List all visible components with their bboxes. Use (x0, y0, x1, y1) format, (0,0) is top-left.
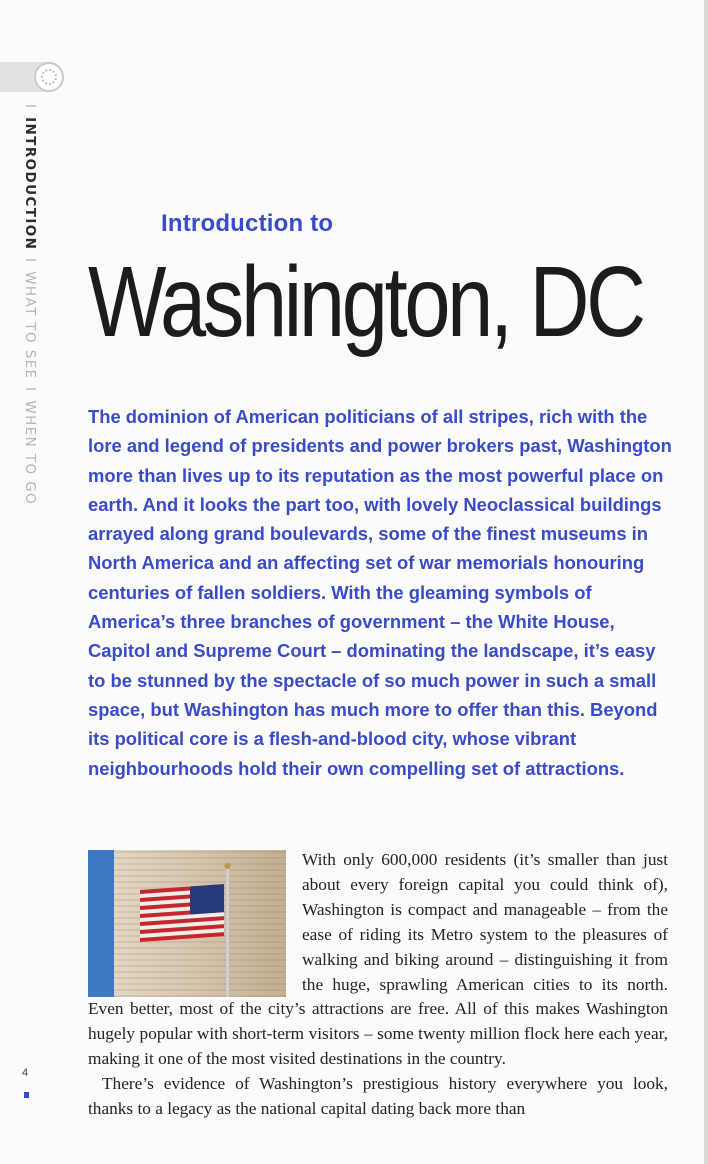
body-paragraph: With only 600,000 residents (it’s smaller than just about every foreign capital you could think of), Washington is compact and manageable – from the ease of riding its Metro system to the pleasures of walking and biking around – distinguishing it from the huge, sprawling American cities to its north. Even better, most of the city’s attractions are free. All of this makes Washington hugely popular with short-term visitors – some twenty million flock here each year, making it one of the most visited destinations in the country. (88, 850, 668, 1069)
page-edge (704, 0, 708, 1164)
chapter-kicker: Introduction to (161, 210, 334, 237)
nav-separator: I (22, 258, 38, 264)
body-text (88, 848, 668, 1122)
nav-item-introduction[interactable]: INTRODUCTION (22, 117, 38, 251)
page-number: 4 (22, 1067, 29, 1079)
nav-separator: I (22, 387, 38, 393)
page-marker (24, 1092, 29, 1098)
section-circle-icon (34, 62, 64, 92)
nav-separator: I (22, 104, 38, 110)
nav-item-when-to-go[interactable]: WHEN TO GO (22, 400, 38, 506)
chapter-title: Washington, DC (88, 246, 643, 358)
side-nav (22, 102, 38, 505)
body-paragraph: There’s evidence of Washington’s prestigious history everywhere you look, thanks to a legacy as the national capital dating back more than (88, 1074, 668, 1119)
nav-item-what-to-see[interactable]: WHAT TO SEE (22, 271, 38, 380)
intro-paragraph: The dominion of American politicians of all stripes, rich with the lore and legend of presidents and power brokers past, Washington more than lives up to its reputation as the most powerful place on earth. And it looks the part too, with lovely Neoclassical buildings arrayed along grand boulevards, some of the finest museums in North America and an affecting set of war memorials honouring centuries of fallen soldiers. With the gleaming symbols of America’s three branches of government – the White House, Capitol and Supreme Court – dominating the landscape, it’s easy to be stunned by the spectacle of so much power in such a small space, but Washington has much more to offer than this. Beyond its political core is a flesh-and-blood city, whose vibrant neighbourhoods hold their own compelling set of attractions. (88, 406, 672, 779)
